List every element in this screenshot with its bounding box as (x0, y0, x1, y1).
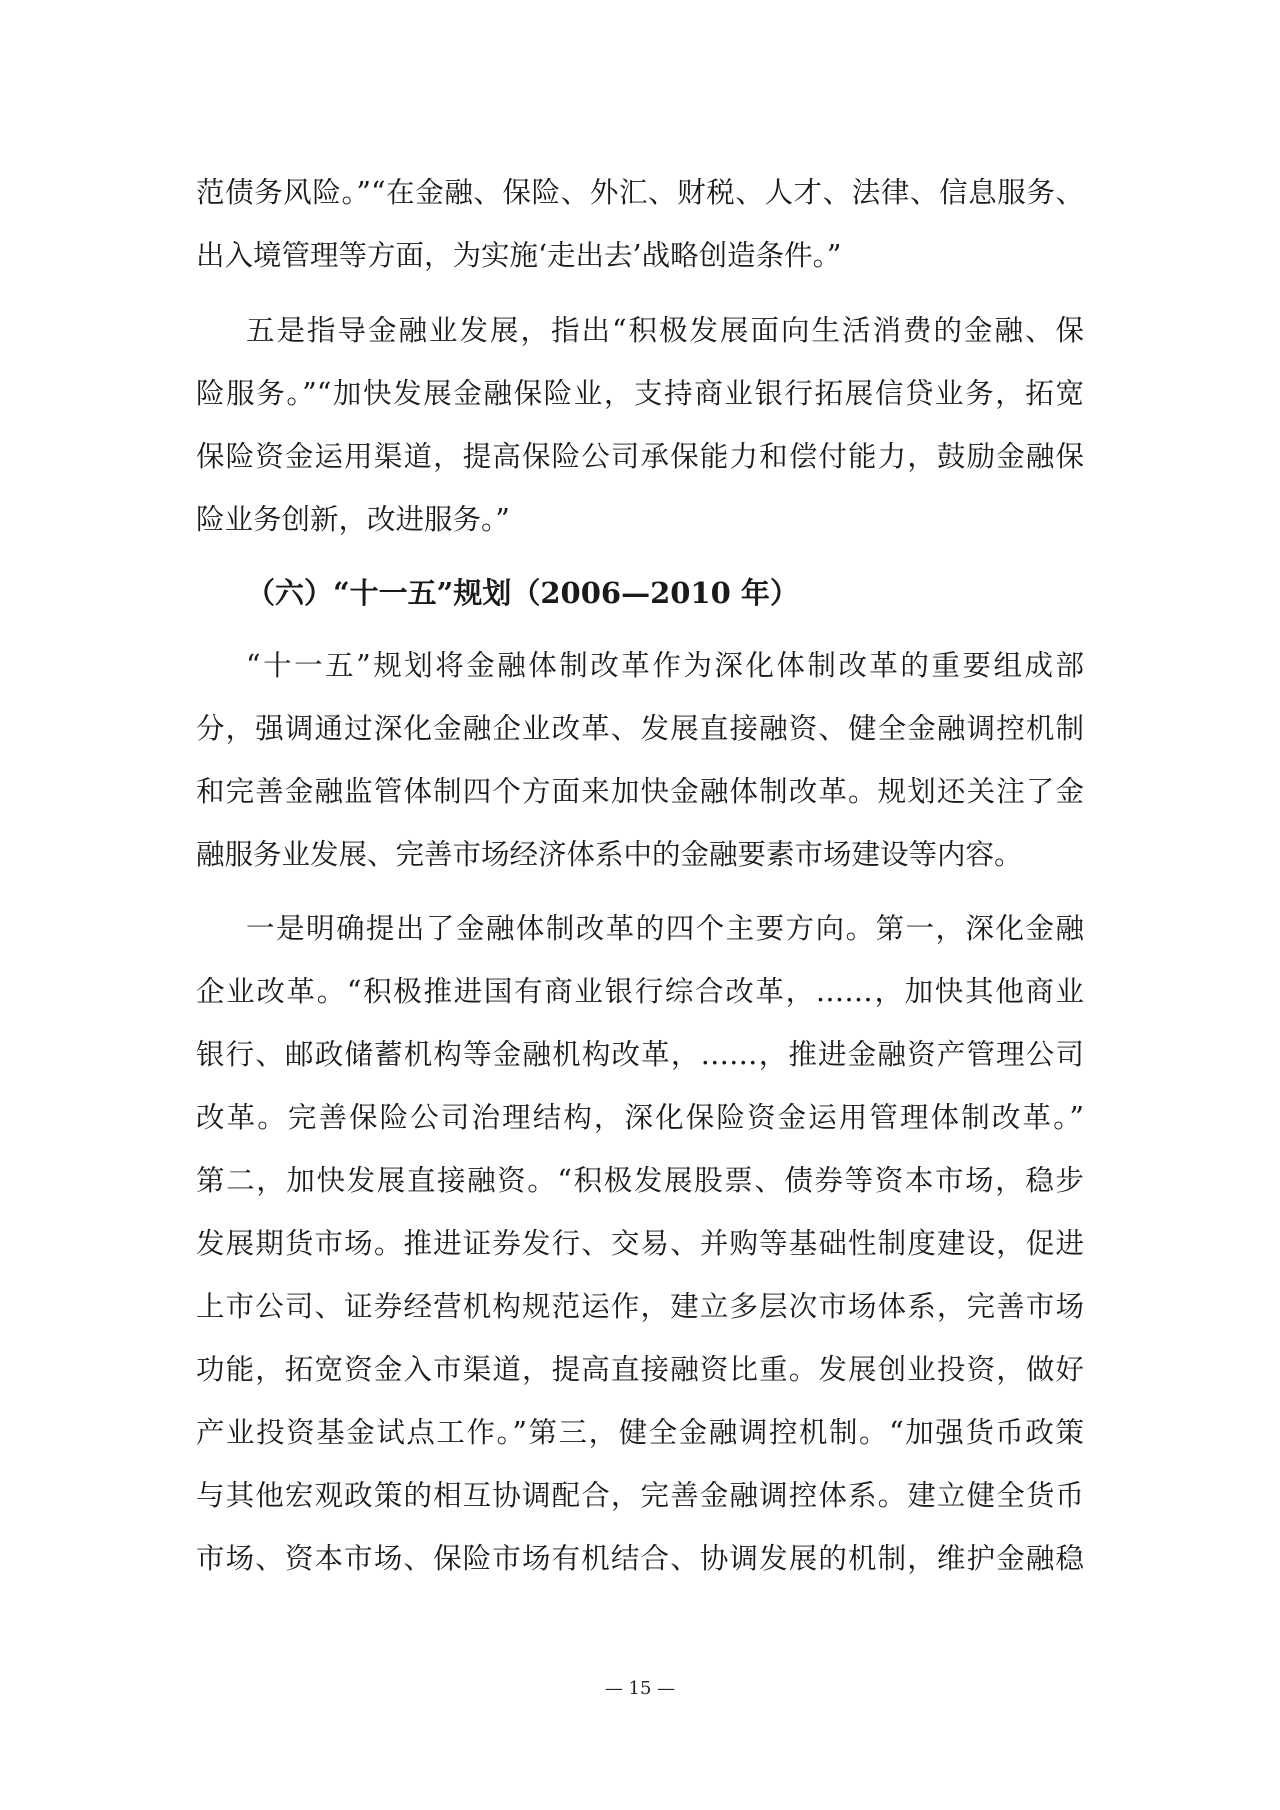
body-text-line: 产业投资基金试点工作。”第三，健全金融调控机制。“加强货币政策 (196, 1416, 1084, 1449)
body-text-line: 五是指导金融业发展，指出“积极发展面向生活消费的金融、保 (246, 314, 1084, 347)
body-text-line: 第二，加快发展直接融资。“积极发展股票、债券等资本市场，稳步 (196, 1164, 1084, 1197)
body-text-line: 险服务。”“加快发展金融保险业，支持商业银行拓展信贷业务，拓宽 (196, 377, 1084, 410)
body-text-line: 出入境管理等方面，为实施‘走出去’战略创造条件。” (196, 239, 842, 272)
body-text-line: 上市公司、证券经营机构规范运作，建立多层次市场体系，完善市场 (196, 1290, 1084, 1323)
body-text-line: “十一五”规划将金融体制改革作为深化体制改革的重要组成部 (246, 649, 1084, 682)
body-text-line: 和完善金融监管体制四个方面来加快金融体制改革。规划还关注了金 (196, 775, 1084, 808)
body-text-line: 保险资金运用渠道，提高保险公司承保能力和偿付能力，鼓励金融保 (196, 440, 1084, 473)
body-text-line: 功能，拓宽资金入市渠道，提高直接融资比重。发展创业投资，做好 (196, 1353, 1084, 1386)
body-text-line: 发展期货市场。推进证券发行、交易、并购等基础性制度建设，促进 (196, 1227, 1084, 1260)
body-text-line: 一是明确提出了金融体制改革的四个主要方向。第一，深化金融 (246, 912, 1084, 945)
body-text-line: 分，强调通过深化金融企业改革、发展直接融资、健全金融调控机制 (196, 712, 1084, 745)
body-text-line: 范债务风险。”“在金融、保险、外汇、财税、人才、法律、信息服务、 (196, 176, 1084, 209)
body-text-line: 市场、资本市场、保险市场有机结合、协调发展的机制，维护金融稳 (196, 1542, 1084, 1575)
body-text-line: 融服务业发展、完善市场经济体系中的金融要素市场建设等内容。 (196, 838, 1023, 871)
body-text-line: 险业务创新，改进服务。” (196, 503, 510, 536)
body-text-line: 改革。完善保险公司治理结构，深化保险资金运用管理体制改革。” (196, 1101, 1084, 1134)
body-text-line: 与其他宏观政策的相互协调配合，完善金融调控体系。建立健全货币 (196, 1479, 1084, 1512)
body-text-line: 企业改革。“积极推进国有商业银行综合改革，……，加快其他商业 (196, 975, 1084, 1008)
section-heading: （六）“十一五”规划（2006—2010 年） (246, 576, 799, 610)
body-text-line: 银行、邮政储蓄机构等金融机构改革，……，推进金融资产管理公司 (196, 1038, 1084, 1071)
page-number: — 15 — (604, 1678, 676, 1699)
